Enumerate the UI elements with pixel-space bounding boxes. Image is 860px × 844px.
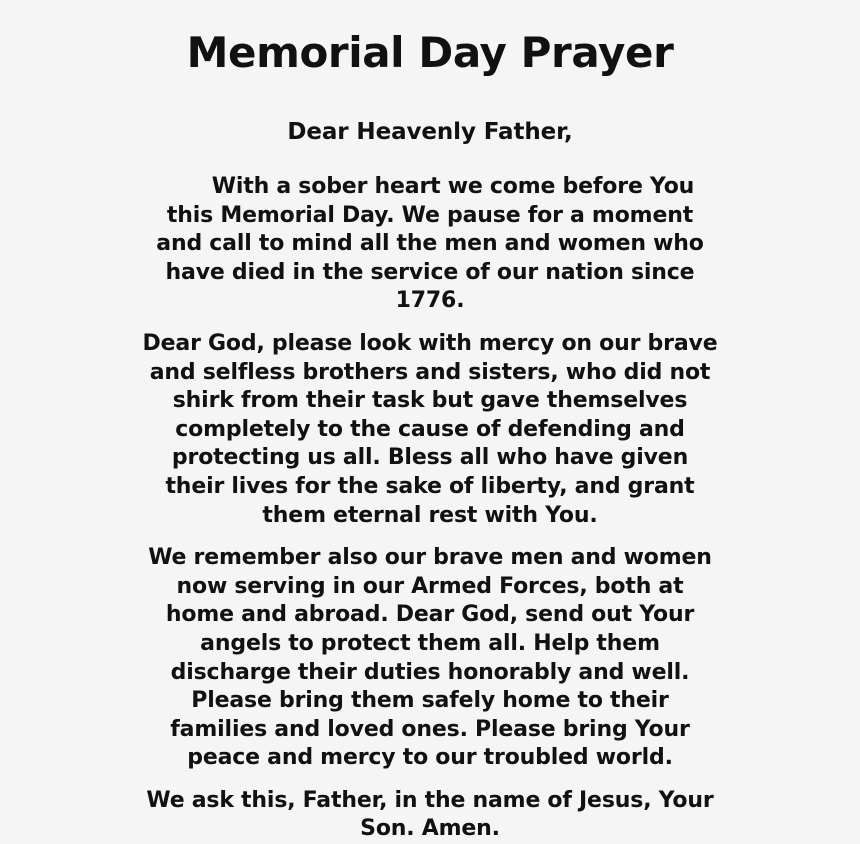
- page-title: Memorial Day Prayer: [186, 28, 674, 77]
- prayer-closing: We ask this, Father, in the name of Jesus, Your Son. Amen.: [146, 787, 714, 842]
- prayer-body: [142, 118, 718, 844]
- prayer-paragraph-3: We remember also our brave men and women now serving in our Armed Forces, both at home and abroad. Dear God, send out Your angels to protect them all. Help them discharge their duties honorably and well. Please bring them safely home to their families and loved ones. Please bring Your peace and mercy to our troubled world.: [148, 545, 712, 771]
- prayer-paragraph-1: With a sober heart we come before You this Memorial Day. We pause for a moment and call to mind all the men and women who have died in the service of our nation since 1776.: [156, 174, 704, 314]
- prayer-paragraph-2: Dear God, please look with mercy on our brave and selfless brothers and sisters, who did not shirk from their task but gave themselves completely to the cause of defending and protecting us all. Bless all who have given their lives for the sake of liberty, and grant them eternal rest with You.: [142, 330, 718, 528]
- prayer-salutation: Dear Heavenly Father,: [287, 119, 573, 145]
